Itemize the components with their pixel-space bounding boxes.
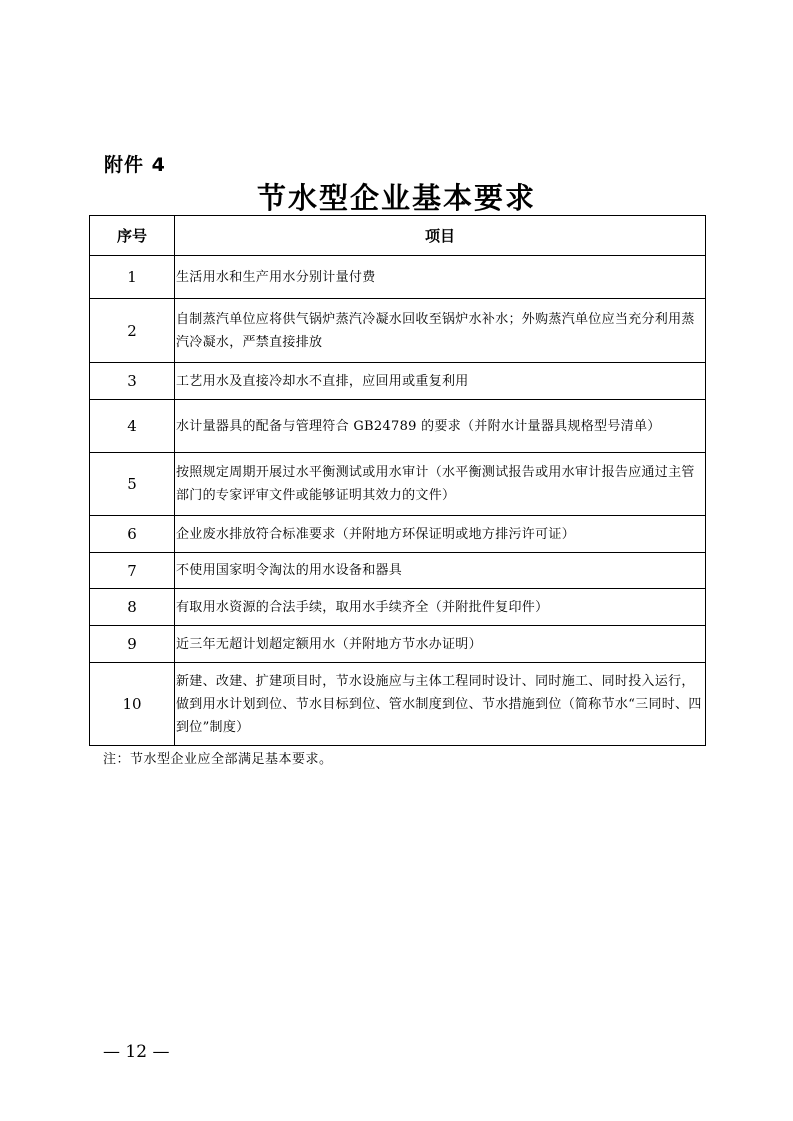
header-item: 项目	[175, 216, 706, 256]
table-note: 注：节水型企业应全部满足基本要求。	[103, 752, 333, 767]
row-item: 自制蒸汽单位应将供气锅炉蒸汽冷凝水回收至锅炉水补水；外购蒸汽单位应当充分利用蒸汽冷凝水，严禁直接排放	[175, 299, 706, 363]
table-row	[90, 299, 706, 363]
table-row	[90, 626, 706, 663]
table-row	[90, 400, 706, 453]
header-serial-number: 序号	[90, 216, 175, 256]
row-item: 不使用国家明令淘汰的用水设备和器具	[175, 553, 706, 589]
table-row	[90, 589, 706, 626]
table-row	[90, 516, 706, 553]
table-header-row	[90, 216, 706, 256]
row-number: 6	[90, 516, 175, 553]
table-row	[90, 256, 706, 299]
row-item: 工艺用水及直接冷却水不直排，应回用或重复利用	[175, 363, 706, 400]
row-item: 水计量器具的配备与管理符合 GB24789 的要求（并附水计量器具规格型号清单）	[175, 400, 706, 453]
row-number: 5	[90, 453, 175, 516]
page-title: 节水型企业基本要求	[256, 181, 536, 215]
attachment-label: 附件 4	[104, 154, 166, 176]
row-number: 2	[90, 299, 175, 363]
row-number: 3	[90, 363, 175, 400]
row-number: 8	[90, 589, 175, 626]
row-number: 9	[90, 626, 175, 663]
row-item: 企业废水排放符合标准要求（并附地方环保证明或地方排污许可证）	[175, 516, 706, 553]
row-number: 1	[90, 256, 175, 299]
requirements-table	[89, 215, 706, 746]
table-row	[90, 663, 706, 746]
row-item: 生活用水和生产用水分别计量付费	[175, 256, 706, 299]
table-row	[90, 363, 706, 400]
row-number: 7	[90, 553, 175, 589]
page-number: — 12 —	[103, 1042, 170, 1062]
table-row	[90, 553, 706, 589]
row-number: 10	[90, 663, 175, 746]
table-row	[90, 453, 706, 516]
row-item: 新建、改建、扩建项目时，节水设施应与主体工程同时设计、同时施工、同时投入运行，做到用水计划到位、节水目标到位、管水制度到位、节水措施到位（简称节水“三同时、四到位”制度）	[175, 663, 706, 746]
row-item: 近三年无超计划超定额用水（并附地方节水办证明）	[175, 626, 706, 663]
row-item: 有取用水资源的合法手续，取用水手续齐全（并附批件复印件）	[175, 589, 706, 626]
row-number: 4	[90, 400, 175, 453]
row-item: 按照规定周期开展过水平衡测试或用水审计（水平衡测试报告或用水审计报告应通过主管部门的专家评审文件或能够证明其效力的文件）	[175, 453, 706, 516]
